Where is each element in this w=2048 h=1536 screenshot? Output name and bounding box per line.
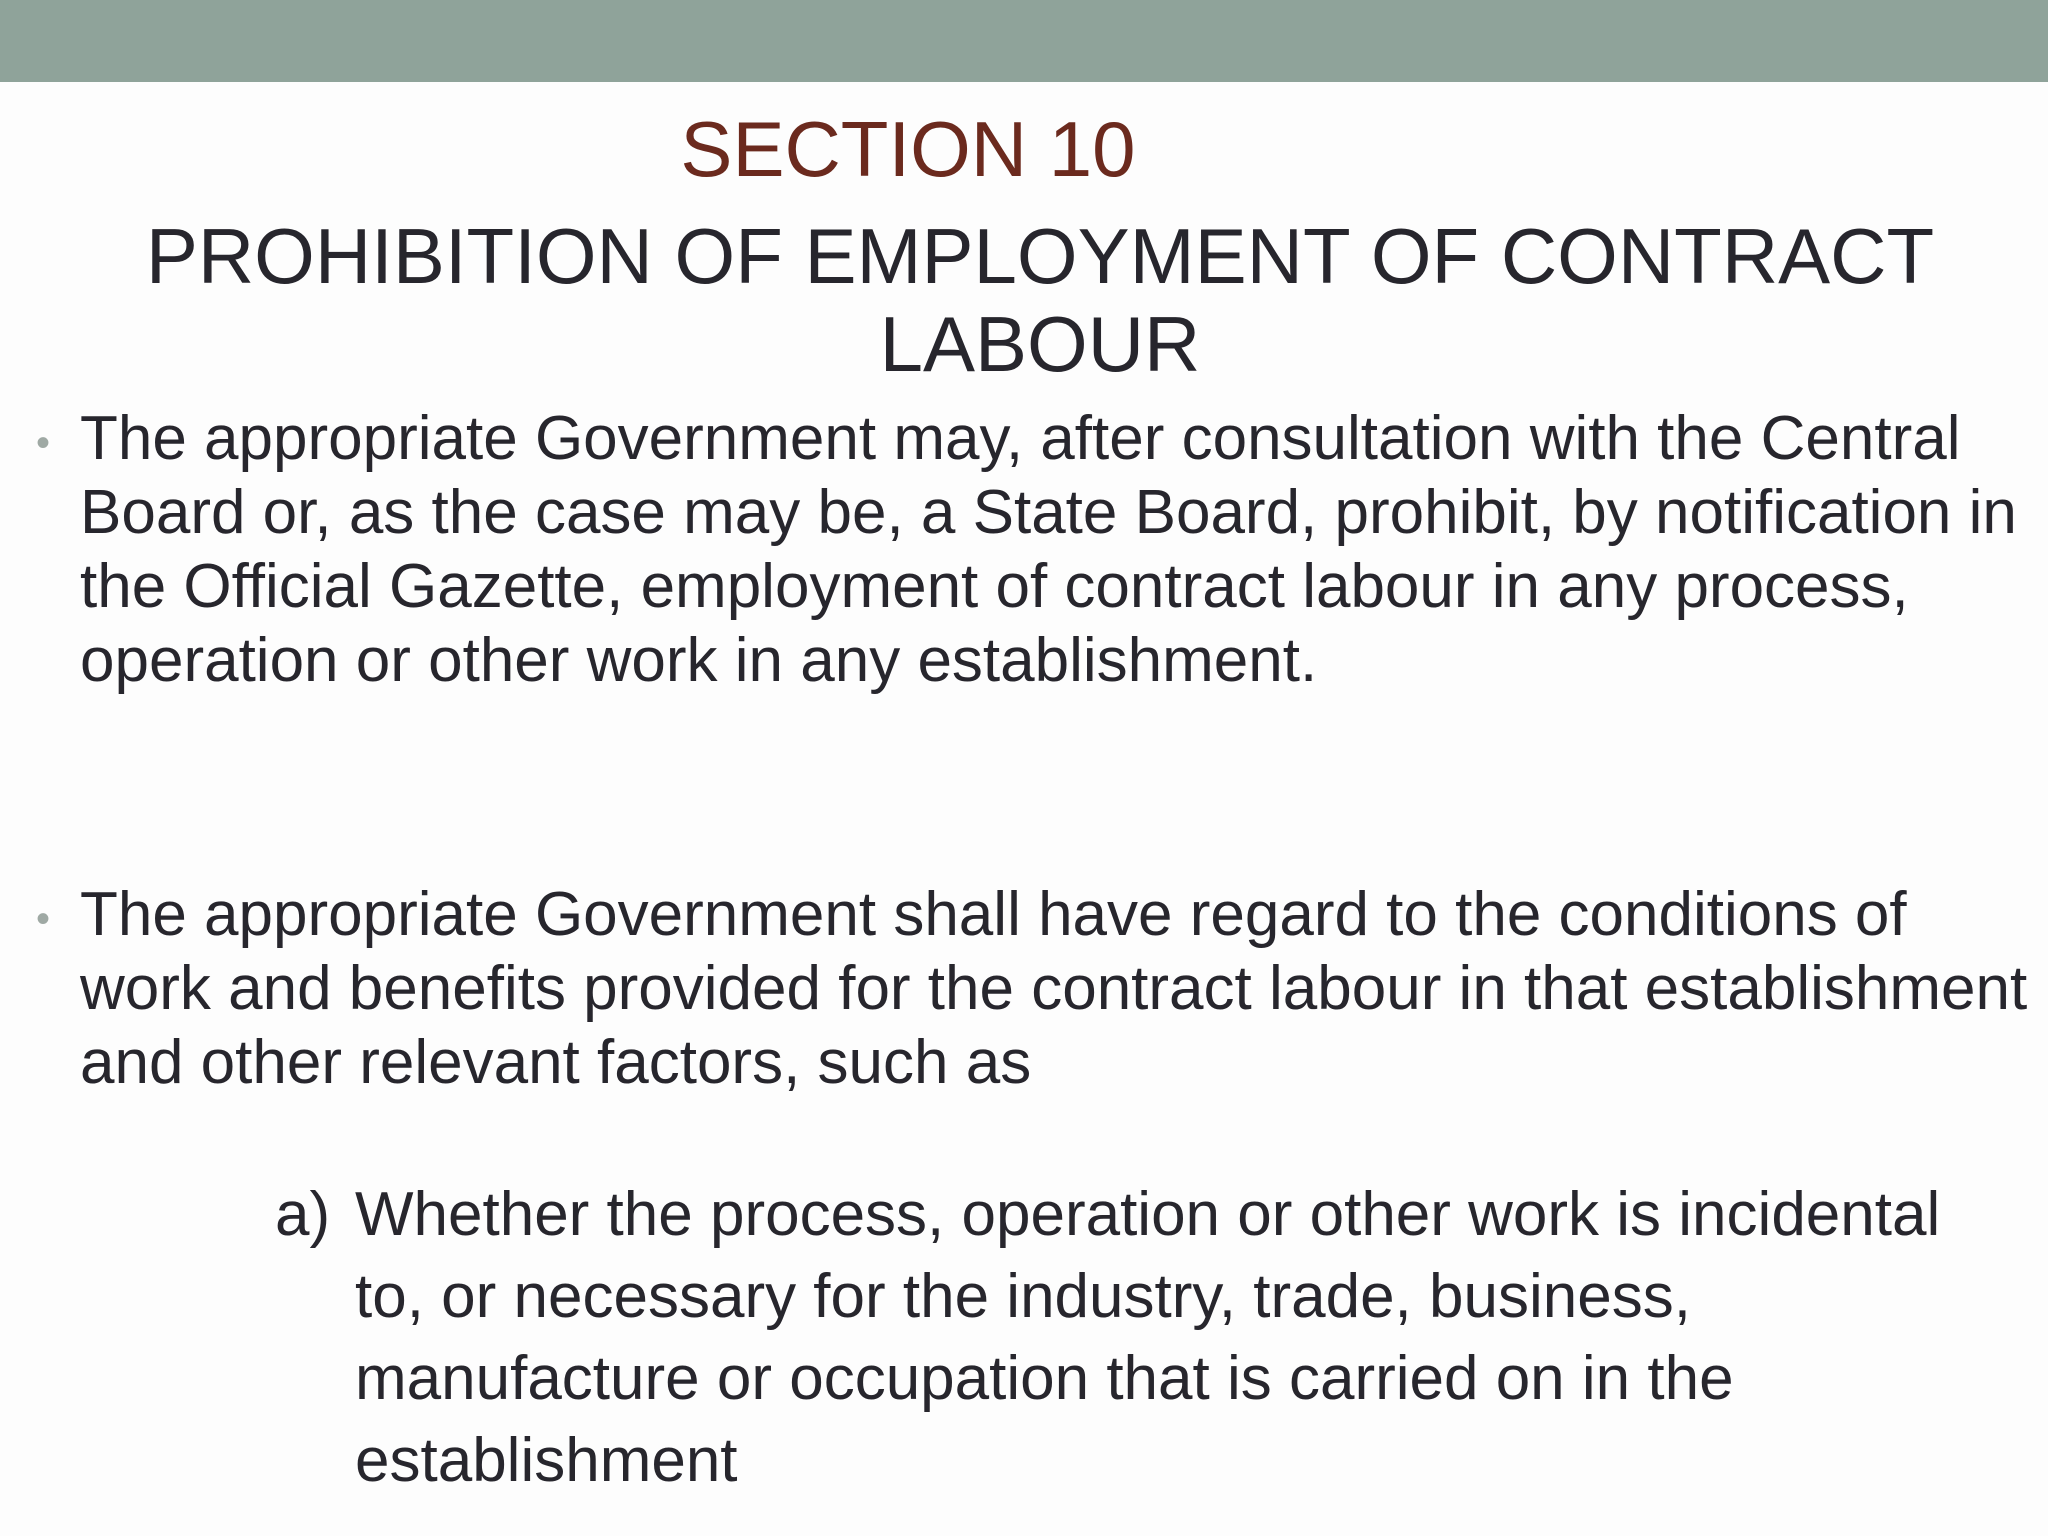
- sub-list-text: Whether the process, operation or other work is incidental to, or necessary for the industry, trade, business, manufacture or occupation that is carried on in the establishment: [355, 1180, 1941, 1495]
- bullet-text: The appropriate Government shall have regard to the conditions of work and benefits provided for the contract labour in that establishment and other relevant factors, such as: [80, 880, 2028, 1097]
- sub-list-marker: a): [275, 1180, 331, 1249]
- slide-heading: PROHIBITION OF EMPLOYMENT OF CONTRACT LABOUR: [145, 212, 1935, 388]
- bullet-text: The appropriate Government may, after consultation with the Central Board or, as the case may be, a State Board, prohibit, by notification in the Official Gazette, employment of contract labour in any process, operation or other work in any establishment.: [80, 404, 2017, 695]
- bullet-marker: •: [36, 421, 51, 465]
- section-title: SECTION 10: [680, 105, 1136, 193]
- top-accent-bar: [0, 0, 2048, 82]
- bullet-marker: •: [36, 897, 51, 941]
